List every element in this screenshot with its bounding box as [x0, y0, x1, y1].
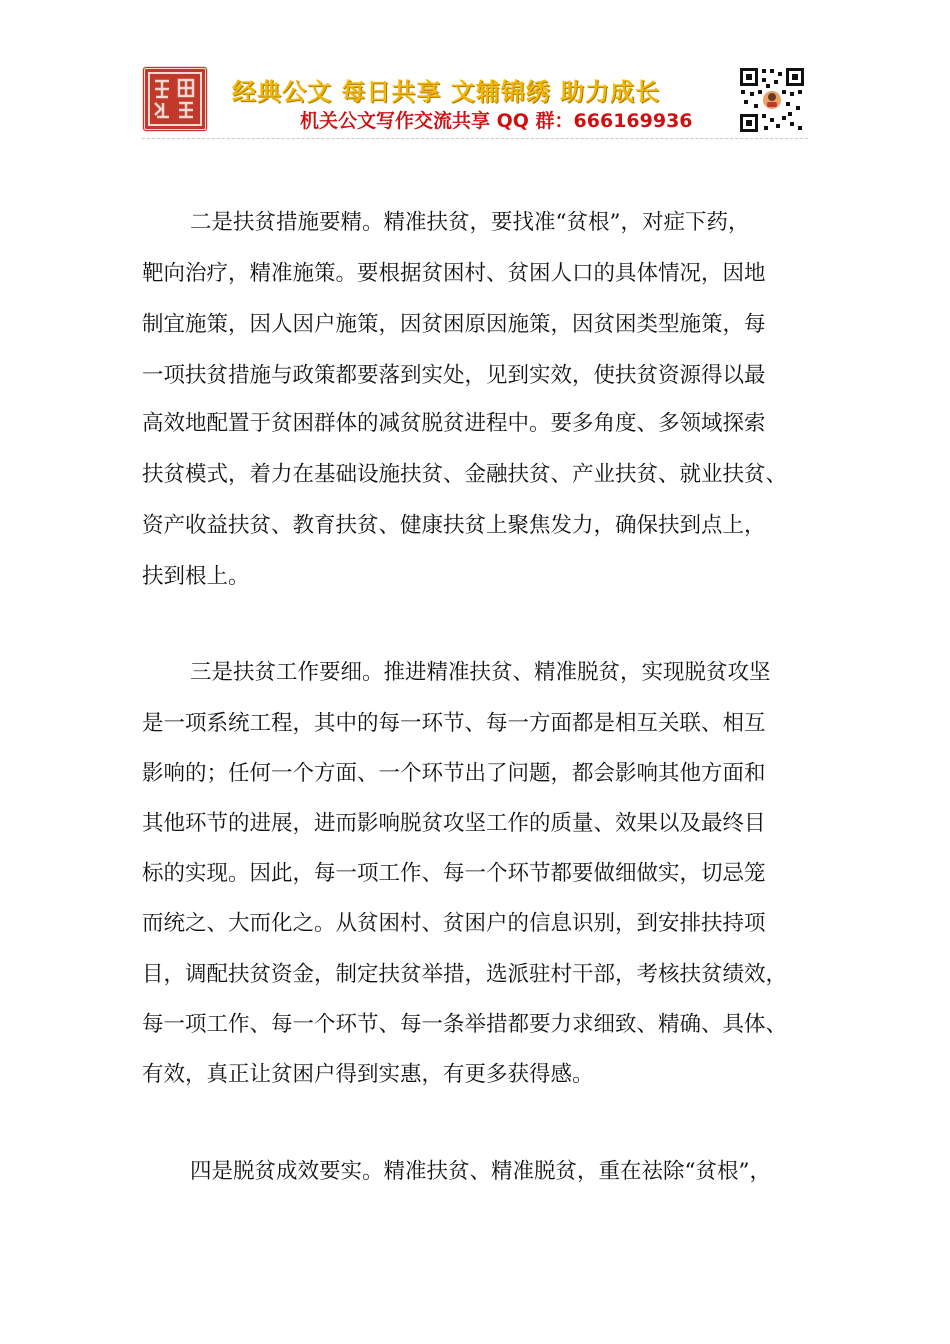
paragraph-line: 标的实现。因此，每一项工作、每一个环节都要做细做实，切忌笼: [142, 861, 766, 886]
paragraph-line: 目，调配扶贫资金，制定扶贫举措，选派驻村干部，考核扶贫绩效，: [142, 962, 788, 987]
paragraph-line: 有效，真正让贫困户得到实惠，有更多获得感。: [142, 1062, 594, 1087]
paragraph-line: 每一项工作、每一个环节、每一条举措都要力求细致、精确、具体、: [142, 1012, 788, 1037]
paragraph-line: 制宜施策，因人因户施策，因贫困原因施策，因贫困类型施策，每: [142, 312, 766, 337]
paragraph-line: 高效地配置于贫困群体的减贫脱贫进程中。要多角度、多领域探索: [142, 411, 766, 436]
paragraph-line: 四是脱贫成效要实。精准扶贫、精准脱贫，重在祛除“贫根”，: [190, 1159, 771, 1184]
paragraph-line: 而统之、大而化之。从贫困村、贫困户的信息识别，到安排扶持项: [142, 911, 766, 936]
header-divider: [142, 138, 808, 139]
paragraph-line: 三是扶贫工作要细。推进精准扶贫、精准脱贫，实现脱贫攻坚: [190, 660, 771, 685]
paragraph-line: 影响的；任何一个方面、一个环节出了问题，都会影响其他方面和: [142, 761, 766, 786]
seal-logo: [142, 66, 208, 132]
seal-logo-icon: [145, 69, 205, 129]
qq-group-line: 机关公文写作交流共享 QQ 群：666169936: [300, 110, 693, 132]
qr-code-icon: [738, 66, 806, 134]
paragraph-line: 资产收益扶贫、教育扶贫、健康扶贫上聚焦发力，确保扶到点上，: [142, 513, 766, 538]
paragraph-line: 靶向治疗，精准施策。要根据贫困村、贫困人口的具体情况，因地: [142, 261, 766, 286]
paragraph-line: 一项扶贫措施与政策都要落到实处，见到实效，使扶贫资源得以最: [142, 363, 766, 388]
page-header: [0, 0, 950, 140]
paragraph-line: 二是扶贫措施要精。精准扶贫，要找准“贫根”，对症下药，: [190, 210, 750, 235]
header-slogan: 经典公文 每日共享 文辅锦绣 助力成长: [232, 78, 661, 106]
paragraph-line: 扶贫模式，着力在基础设施扶贫、金融扶贫、产业扶贫、就业扶贫、: [142, 462, 788, 487]
paragraph-line: 扶到根上。: [142, 564, 250, 589]
paragraph-line: 其他环节的进展，进而影响脱贫攻坚工作的质量、效果以及最终目: [142, 811, 766, 836]
paragraph-line: 是一项系统工程，其中的每一环节、每一方面都是相互关联、相互: [142, 711, 766, 736]
